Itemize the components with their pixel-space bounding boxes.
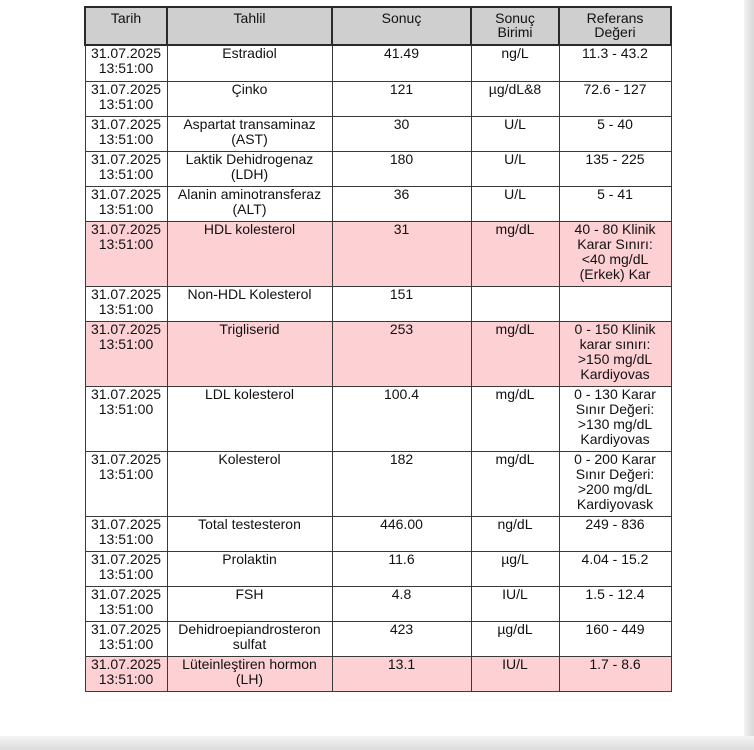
header-unit-line1: Sonuç	[495, 10, 535, 26]
cell-reference	[559, 586, 671, 621]
table-row	[85, 45, 671, 81]
table-row	[85, 451, 671, 516]
cell-date	[85, 451, 167, 516]
cell-result: 30	[332, 116, 471, 151]
cell-reference	[559, 551, 671, 586]
cell-date	[85, 151, 167, 186]
time-value: 13:51:00	[98, 165, 154, 182]
date-value: 31.07.2025	[90, 150, 162, 167]
cell-test-name	[167, 81, 332, 116]
header-unit-line2: Birimi	[497, 24, 533, 40]
cell-result: 4.8	[332, 586, 471, 621]
reference-line: Kardiyovask	[576, 495, 654, 512]
cell-test-name	[167, 516, 332, 551]
test-name-line: Alanin aminotransferaz	[177, 185, 322, 202]
test-name-line: HDL kolesterol	[203, 220, 296, 237]
table-row	[85, 221, 671, 286]
table-row	[85, 286, 671, 321]
cell-result: 41.49	[332, 45, 471, 81]
reference-line: 160 - 449	[585, 620, 645, 637]
cell-reference	[559, 221, 671, 286]
test-name-line: Estradiol	[222, 45, 277, 61]
time-value: 13:51:00	[98, 670, 154, 687]
date-value: 31.07.2025	[90, 450, 162, 467]
date-value: 31.07.2025	[90, 220, 162, 237]
cell-unit: mg/dL	[471, 221, 559, 286]
cell-test-name	[167, 656, 332, 691]
header-reference-line2: Değeri	[594, 24, 636, 40]
cell-unit: µg/dL&8	[471, 81, 559, 116]
date-value: 31.07.2025	[90, 285, 162, 302]
reference-line: 5 - 41	[597, 185, 633, 202]
cell-result: 31	[332, 221, 471, 286]
cell-test-name	[167, 321, 332, 386]
lab-results-table	[84, 6, 672, 692]
cell-test-name	[167, 286, 332, 321]
reference-line: Sınır Değeri:	[575, 400, 655, 417]
cell-date	[85, 516, 167, 551]
time-value: 13:51:00	[98, 635, 154, 652]
date-value: 31.07.2025	[90, 655, 162, 672]
reference-line: 11.3 - 43.2	[582, 45, 648, 61]
table-header-row	[85, 7, 671, 45]
test-name-line: (LDH)	[230, 165, 269, 182]
reference-line: Karar Sınırı:	[577, 235, 653, 252]
date-value: 31.07.2025	[90, 515, 162, 532]
reference-line: 4.04 - 15.2	[581, 550, 649, 567]
page-edge-right	[744, 0, 754, 750]
cell-result: 446.00	[332, 516, 471, 551]
cell-test-name	[167, 621, 332, 656]
cell-reference	[559, 516, 671, 551]
table-row	[85, 151, 671, 186]
cell-test-name	[167, 386, 332, 451]
table-row	[85, 186, 671, 221]
cell-test-name	[167, 45, 332, 81]
cell-result: 151	[332, 286, 471, 321]
test-name-line: Aspartat transaminaz	[183, 115, 316, 132]
reference-line: (Erkek) Kar	[579, 265, 651, 282]
cell-reference	[559, 116, 671, 151]
date-value: 31.07.2025	[90, 385, 162, 402]
reference-line: Kardiyovas	[580, 430, 650, 447]
cell-unit: mg/dL	[471, 451, 559, 516]
cell-reference	[559, 621, 671, 656]
date-value: 31.07.2025	[90, 585, 162, 602]
cell-reference	[559, 656, 671, 691]
cell-date	[85, 286, 167, 321]
header-reference	[559, 7, 671, 45]
cell-result: 36	[332, 186, 471, 221]
time-value: 13:51:00	[98, 335, 154, 352]
test-name-line: Çinko	[231, 80, 268, 97]
time-value: 13:51:00	[98, 600, 154, 617]
time-value: 13:51:00	[98, 400, 154, 417]
test-name-line: (LH)	[235, 670, 264, 687]
test-name-line: LDL kolesterol	[205, 385, 294, 402]
header-unit	[471, 7, 559, 45]
cell-test-name	[167, 551, 332, 586]
cell-unit: µg/dL	[471, 621, 559, 656]
reference-line: Kardiyovas	[580, 365, 650, 382]
cell-unit: mg/dL	[471, 321, 559, 386]
test-name-line: (ALT)	[232, 200, 267, 217]
cell-result: 180	[332, 151, 471, 186]
cell-date	[85, 221, 167, 286]
test-name-line: Kolesterol	[218, 450, 281, 467]
cell-test-name	[167, 221, 332, 286]
cell-result: 253	[332, 321, 471, 386]
cell-unit: µg/L	[471, 551, 559, 586]
cell-result: 121	[332, 81, 471, 116]
reference-line: 40 - 80 Klinik	[574, 220, 656, 237]
cell-date	[85, 551, 167, 586]
reference-line: karar sınırı:	[579, 335, 651, 352]
header-result: Sonuç	[332, 7, 471, 45]
reference-line: >150 mg/dL	[577, 350, 653, 367]
cell-unit: U/L	[471, 116, 559, 151]
header-test: Tahlil	[167, 7, 332, 45]
cell-test-name	[167, 151, 332, 186]
cell-unit: IU/L	[471, 656, 559, 691]
time-value: 13:51:00	[98, 200, 154, 217]
cell-reference	[559, 386, 671, 451]
time-value: 13:51:00	[98, 95, 154, 112]
reference-line: 249 - 836	[585, 515, 645, 532]
test-name-line: (AST)	[231, 130, 268, 147]
table-row	[85, 321, 671, 386]
table-row	[85, 621, 671, 656]
cell-unit: mg/dL	[471, 386, 559, 451]
reference-line: 5 - 40	[597, 115, 633, 132]
cell-test-name	[167, 586, 332, 621]
reference-line: >130 mg/dL	[577, 415, 653, 432]
cell-date	[85, 656, 167, 691]
cell-date	[85, 116, 167, 151]
table-row	[85, 551, 671, 586]
cell-unit: U/L	[471, 151, 559, 186]
time-value: 13:51:00	[98, 530, 154, 547]
cell-date	[85, 45, 167, 81]
time-value: 13:51:00	[98, 565, 154, 582]
cell-reference	[559, 286, 671, 321]
cell-test-name	[167, 451, 332, 516]
test-name-line: Prolaktin	[222, 550, 277, 567]
time-value: 13:51:00	[98, 130, 154, 147]
time-value: 13:51:00	[98, 300, 154, 317]
table-row	[85, 516, 671, 551]
time-value: 13:51:00	[98, 60, 154, 76]
reference-line: <40 mg/dL	[581, 250, 649, 267]
reference-line: 1.7 - 8.6	[589, 655, 641, 672]
header-date: Tarih	[85, 7, 167, 45]
cell-result: 11.6	[332, 551, 471, 586]
header-reference-line1: Referans	[586, 10, 644, 26]
cell-result: 13.1	[332, 656, 471, 691]
test-name-line: FSH	[235, 585, 264, 602]
test-name-line: Total testesteron	[198, 515, 301, 532]
cell-reference	[559, 81, 671, 116]
reference-line: 0 - 150 Klinik	[574, 320, 656, 337]
table-body	[85, 45, 671, 691]
reference-line: 135 - 225	[585, 150, 645, 167]
cell-date	[85, 321, 167, 386]
date-value: 31.07.2025	[90, 320, 162, 337]
cell-test-name	[167, 116, 332, 151]
cell-date	[85, 386, 167, 451]
table-row	[85, 656, 671, 691]
test-name-line: Lüteinleştiren hormon	[182, 655, 317, 672]
test-name-line: Non-HDL Kolesterol	[187, 285, 312, 302]
cell-result: 423	[332, 621, 471, 656]
cell-unit: U/L	[471, 186, 559, 221]
cell-unit: ng/dL	[471, 516, 559, 551]
date-value: 31.07.2025	[90, 45, 162, 61]
reference-line: 0 - 200 Karar	[574, 450, 656, 467]
cell-date	[85, 81, 167, 116]
date-value: 31.07.2025	[90, 80, 162, 97]
cell-reference	[559, 451, 671, 516]
cell-result: 100.4	[332, 386, 471, 451]
reference-line: 1.5 - 12.4	[585, 585, 645, 602]
test-name-line: sulfat	[232, 635, 267, 652]
date-value: 31.07.2025	[90, 620, 162, 637]
table-row	[85, 81, 671, 116]
test-name-line: Trigliserid	[219, 320, 280, 337]
cell-reference	[559, 186, 671, 221]
test-name-line: Dehidroepiandrosteron	[178, 620, 321, 637]
reference-line: Sınır Değeri:	[575, 465, 655, 482]
table-row	[85, 386, 671, 451]
reference-line: 0 - 130 Karar	[574, 385, 656, 402]
reference-line: >200 mg/dL	[577, 480, 653, 497]
cell-date	[85, 586, 167, 621]
cell-test-name	[167, 186, 332, 221]
test-name-line: Laktik Dehidrogenaz	[185, 150, 314, 167]
cell-date	[85, 186, 167, 221]
date-value: 31.07.2025	[90, 115, 162, 132]
time-value: 13:51:00	[98, 235, 154, 252]
page-edge-bottom	[0, 736, 754, 750]
cell-reference	[559, 151, 671, 186]
cell-date	[85, 621, 167, 656]
cell-unit	[471, 286, 559, 321]
reference-line: 72.6 - 127	[583, 80, 647, 97]
cell-reference	[559, 321, 671, 386]
date-value: 31.07.2025	[90, 185, 162, 202]
cell-reference	[559, 45, 671, 81]
date-value: 31.07.2025	[90, 550, 162, 567]
cell-unit: IU/L	[471, 586, 559, 621]
table-row	[85, 586, 671, 621]
cell-result: 182	[332, 451, 471, 516]
table-row	[85, 116, 671, 151]
time-value: 13:51:00	[98, 465, 154, 482]
cell-unit: ng/L	[471, 45, 559, 81]
